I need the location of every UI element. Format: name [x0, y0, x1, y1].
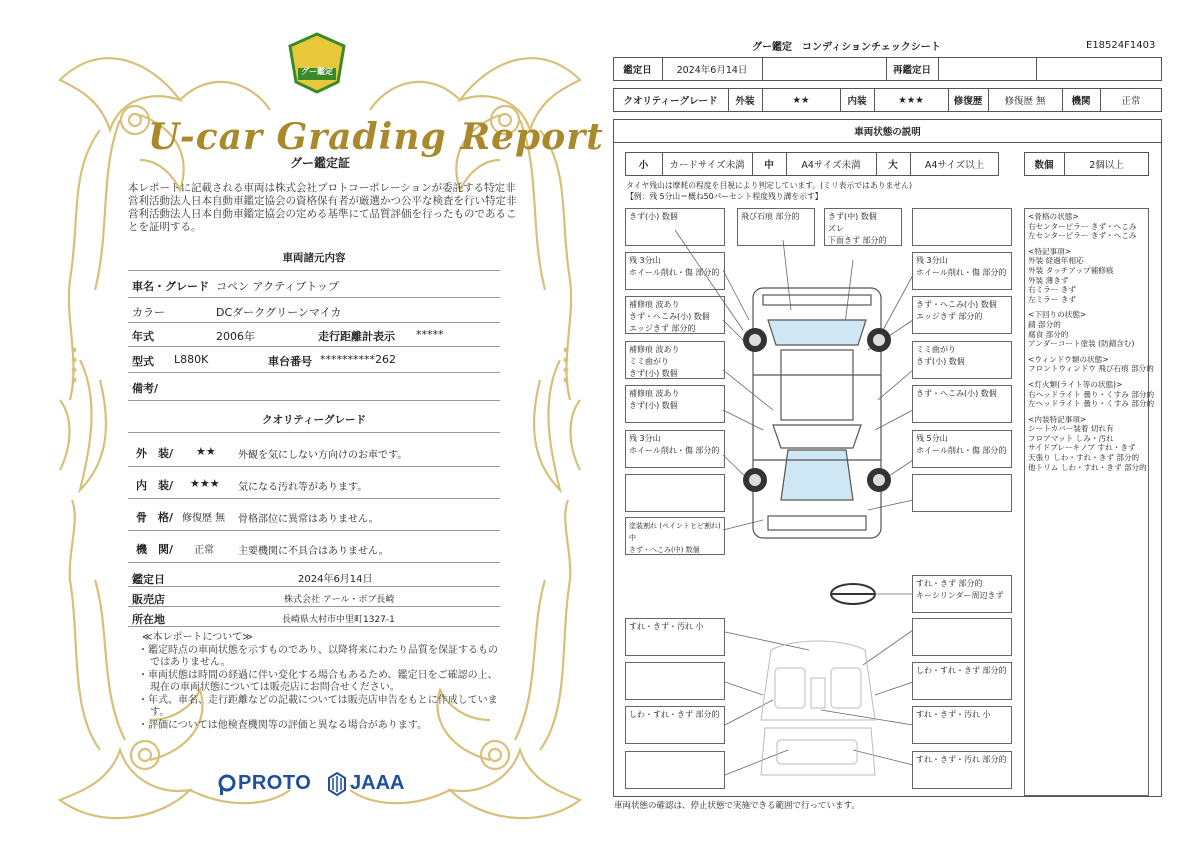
- divider: [1036, 57, 1037, 81]
- note-int-l2: [625, 662, 725, 700]
- model-label: 型式: [132, 355, 154, 368]
- repair-label: 修復歴: [953, 96, 983, 107]
- legend-line: フロアマット しみ・汚れ: [1028, 433, 1114, 443]
- grading-certificate: [40, 20, 604, 840]
- state-title: 車両状態の説明: [613, 119, 1162, 143]
- note-ext-r7: [912, 474, 1012, 512]
- legend-line: 外装 経過年相応: [1028, 256, 1084, 266]
- note-ext-l8: 塗装割れ (ペイントヒビ割れ) 中 きず・へこみ(中) 数個: [625, 517, 725, 555]
- note-ext-l4: 補修痕 波あり ミミ曲がり きず(小) 数個: [625, 341, 725, 379]
- divider: [128, 606, 500, 607]
- size-large: 大: [888, 160, 898, 171]
- engine-label: 機関: [1071, 96, 1091, 107]
- note-int-r3: すれ・きず・汚れ 小: [912, 706, 1012, 744]
- divider: [938, 57, 939, 81]
- divider: [128, 530, 500, 531]
- legend-line: 左ミラー きず: [1028, 294, 1076, 304]
- size-count-desc: 2個以上: [1089, 160, 1124, 171]
- color-value: DCダークグリーンマイカ: [216, 306, 342, 319]
- engine-value: 正常: [1121, 96, 1141, 107]
- note-int-r2: しわ・すれ・きず 部分的: [912, 662, 1012, 700]
- legend-line: 腐食 部分的: [1028, 329, 1069, 339]
- int-label: 内装: [847, 96, 867, 107]
- quality-exterior-desc: 外観を気にしない方向けのお車です。: [238, 450, 408, 461]
- quality-exterior-grade: ★★: [196, 445, 216, 458]
- note-int-l1: すれ・きず・汚れ 小: [625, 618, 725, 656]
- divider: [128, 372, 500, 373]
- footer-note: 車両状態の確認は、停止状態で実施できる範囲で行っています。: [614, 801, 860, 811]
- divider: [128, 562, 500, 563]
- note-ext-l3: 補修痕 波あり きず・へこみ(小) 数個 エッジきず 部分的: [625, 296, 725, 334]
- note-ext-r4: ミミ曲がり きず(小) 数個: [912, 341, 1012, 379]
- legend-line: 他トリム しわ・すれ・きず 部分的: [1028, 462, 1147, 472]
- legend-line: 錆 部分的: [1028, 319, 1061, 329]
- divider: [128, 346, 500, 347]
- legend-line: サイドブレーキノブ すれ・きず: [1028, 443, 1136, 453]
- model-value: L880K: [174, 353, 209, 366]
- note-ext-r5: きず・へこみ(小) 数個: [912, 385, 1012, 423]
- size-mid-desc: A4サイズ未満: [801, 160, 861, 171]
- legend-line: 外装 薄きず: [1028, 275, 1069, 285]
- address-value: 長崎県大村市中里町1327-1: [282, 615, 395, 625]
- color-label: カラー: [132, 306, 165, 319]
- chassis-value: **********262: [320, 353, 396, 366]
- legend-line: 左センターピラー きず・へこみ: [1028, 231, 1137, 241]
- report-script-title: U-car Grading Report: [148, 116, 604, 158]
- note-ext-t2: きず(中) 数個 ズレ 下面きず 部分的: [824, 208, 902, 246]
- note-ext-l6: 残 3分山 ホイール削れ・傷 部分的: [625, 430, 725, 468]
- ext-value: ★★: [792, 94, 810, 106]
- quality-frame-label: 骨 格/: [136, 511, 174, 524]
- divider: [128, 400, 500, 401]
- repair-value: 修復歴 無: [1004, 96, 1046, 107]
- legend-line: シートカバー装着 切れ有: [1028, 424, 1114, 434]
- quality-exterior-label: 外 装/: [136, 447, 174, 460]
- legend-line: 天張り しわ・すれ・きず 部分的: [1028, 453, 1140, 463]
- legend-line: <ウィンドウ類の状態>: [1028, 354, 1109, 364]
- divider: [128, 626, 500, 627]
- note-int-l3: しわ・すれ・きず 部分的: [625, 706, 725, 744]
- condition-legend: [1024, 208, 1155, 796]
- dealer-value: 株式会社 アール・ボブ長崎: [284, 595, 395, 605]
- note-ext-t1: 飛び石痕 部分的: [737, 208, 815, 246]
- size-small-desc: カードサイズ未満: [669, 160, 745, 171]
- note-int-l4: [625, 751, 725, 789]
- car-name-label: 車名・グレード: [132, 280, 209, 293]
- notes-title: ≪本レポートについて≫: [142, 632, 253, 643]
- size-mid: 中: [764, 160, 774, 171]
- divider: [128, 466, 500, 467]
- note-ext-l2: 残 3分山 ホイール削れ・傷 部分的: [625, 252, 725, 290]
- tire-note-example: 【例：残 5分山＝概ね50パーセント程度残り溝を示す】: [626, 192, 823, 201]
- divider: [128, 297, 500, 298]
- legend-line: <特記事項>: [1028, 246, 1072, 256]
- legend-line: <下回りの状態>: [1028, 310, 1087, 320]
- note-ext-l7: [625, 474, 725, 512]
- quality-interior-desc: 気になる汚れ等があります。: [238, 482, 368, 493]
- note-ext-l5: 補修痕 波あり きず(小) 数個: [625, 385, 725, 423]
- quality-frame-desc: 骨格部位に異常はありません。: [238, 514, 379, 525]
- divider: [762, 57, 763, 81]
- note-item: ・鑑定時点の車両状態を示すものであり、以降将来にわたり品質を保証するものではありません。: [138, 644, 498, 668]
- note-int-r1: [912, 618, 1012, 656]
- proto-logo-text: PROTO: [238, 772, 312, 794]
- address-label: 所在地: [132, 613, 165, 626]
- mileage-value: *****: [416, 328, 444, 341]
- int-value: ★★★: [898, 94, 924, 106]
- divider: [128, 270, 500, 271]
- note-item: ・評価については他検査機関等の評価と異なる場合があります。: [138, 719, 427, 731]
- quality-engine-label: 機 関/: [136, 543, 174, 556]
- chassis-label: 車台番号: [268, 355, 312, 368]
- certificate-title: グー鑑定証: [289, 156, 350, 170]
- quality-engine-grade: 正常: [194, 545, 214, 556]
- size-small: 小: [638, 160, 649, 171]
- mileage-label: 走行距離計表示: [318, 330, 395, 343]
- note-item: ・年式、車名、走行距離などの記載については販売店申告をもとに作成しています。: [138, 694, 498, 718]
- quality-grade-title: クオリティーグレード: [262, 414, 366, 426]
- note-ext-r3: きず・へこみ(小) 数個 エッジきず 部分的: [912, 296, 1012, 334]
- proto-logo-icon: [218, 774, 236, 796]
- note-item: ・車両状態は時間の経過に伴い変化する場合もあるため、鑑定日をご確認の上、現在の車両状態については販売店にお問合せください。: [138, 669, 498, 693]
- divider: [128, 432, 500, 433]
- legend-line: <内装特記事項>: [1028, 414, 1087, 424]
- badge-label: グー鑑定: [301, 67, 333, 76]
- note-ext-r1: [912, 208, 1012, 246]
- legend-line: 外装 タッチアップ補修痕: [1028, 265, 1114, 275]
- legend-line: <骨格の状態>: [1028, 212, 1079, 221]
- legend-line: <灯火類(ライト等の状態)>: [1028, 379, 1123, 389]
- appraisal-date-label: 鑑定日: [132, 573, 165, 586]
- report-notes: [138, 632, 498, 732]
- quality-frame-grade: 修復歴 無: [182, 513, 226, 524]
- jaaa-logo-icon: [328, 772, 346, 796]
- ext-label: 外装: [735, 96, 755, 107]
- tire-note: タイヤ残山は摩耗の程度を目視により判定しています。(ミリ表示ではありません): [626, 181, 912, 190]
- certificate-statement: 本レポートに記載される車両は株式会社プロトコーポレーションが委託する特定非営利活動法人日本自動車鑑定協会の資格保有者が厳選かつ公平な検査を行い特定非営利活動法人日本自動車鑑定協会の定める基準にて品質評価を行ったものであることを証明する。: [128, 182, 517, 233]
- divider: [128, 586, 500, 587]
- note-int-steering: すれ・きず 部分的 キーシリンダー周辺きず: [912, 575, 1012, 613]
- note-ext-l1: きず(小) 数個: [625, 208, 725, 246]
- size-count: 数個: [1034, 160, 1054, 171]
- divider: [128, 498, 500, 499]
- legend-line: アンダーコート塗装 (防錆含む): [1028, 339, 1135, 349]
- sheet-id: E18524F1403: [1086, 40, 1156, 51]
- goo-kantei-badge-icon: [288, 32, 346, 94]
- quality-interior-label: 内 装/: [136, 479, 174, 492]
- qg-label: クオリティーグレード: [623, 96, 718, 107]
- legend-line: 右センターピラー きず・へこみ: [1028, 221, 1137, 231]
- redate-label: 再鑑定日: [892, 65, 931, 76]
- quality-interior-grade: ★★★: [190, 477, 220, 490]
- date-label: 鑑定日: [623, 65, 652, 76]
- legend-line: 左ヘッドライト 曇り・くすみ 部分的: [1028, 399, 1155, 409]
- appraisal-date-value: 2024年6月14日: [298, 574, 373, 585]
- dealer-label: 販売店: [132, 593, 165, 606]
- divider: [128, 322, 500, 323]
- legend-line: フロントウィンドウ 飛び石痕 部分的: [1028, 364, 1154, 374]
- size-large-desc: A4サイズ以上: [924, 160, 985, 171]
- jaaa-logo-text: JAAA: [350, 772, 405, 794]
- note-ext-r2: 残 3分山 ホイール削れ・傷 部分的: [912, 252, 1012, 290]
- remarks-label: 備考/: [132, 382, 159, 395]
- quality-engine-desc: 主要機関に不具合はありません。: [238, 546, 389, 557]
- legend-line: 右ヘッドライト 曇り・くすみ 部分的: [1028, 389, 1155, 399]
- car-name-value: コペン アクティブトップ: [216, 280, 339, 293]
- note-ext-r6: 残 5分山 ホイール削れ・傷 部分的: [912, 430, 1012, 468]
- year-label: 年式: [132, 330, 154, 343]
- date-value: 2024年6月14日: [676, 65, 748, 76]
- year-value: 2006年: [216, 330, 255, 343]
- specs-title: 車両諸元内容: [282, 252, 346, 264]
- sheet-title: グー鑑定 コンディションチェックシート: [752, 42, 941, 53]
- legend-line: 右ミラー きず: [1028, 285, 1076, 295]
- note-int-r4: すれ・きず・汚れ 部分的: [912, 751, 1012, 789]
